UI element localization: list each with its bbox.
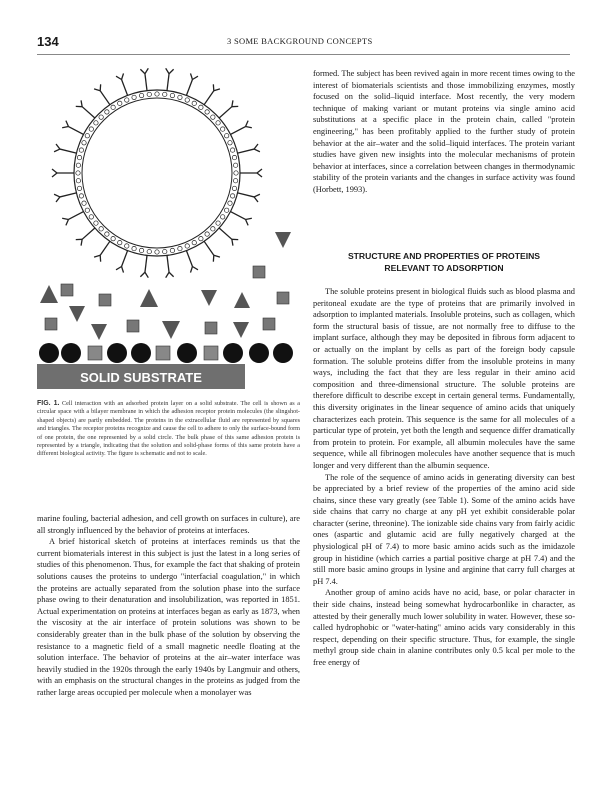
caption-text: Cell interaction with an adsorbed protein layer on a solid substrate. The cell is shown as a circular space with a bilayer membrane in which the adhesion receptor protein molecules (the slingshot-shaped objects) are partly embedded. The proteins in the extracellular fluid are represented by squares and triangles. The receptor proteins recognize and cause the cell to adhere to only the surface-bound form of one protein, the one represented by a solid circle. The bulk phase of this same adhesion protein is represented by a triangle, indicating that the solution and solid-phase forms of this same protein have a different biological activity. The figure is schematic and not to scale.: [37, 400, 300, 458]
lipid-head: [228, 201, 232, 205]
protein-triangle: [69, 306, 85, 322]
lipid-head: [85, 134, 89, 138]
lipid-head: [76, 179, 80, 183]
protein-triangle: [275, 232, 291, 248]
bound-protein-square: [204, 346, 218, 360]
receptor-slingshot: [54, 193, 76, 202]
lipid-head: [105, 232, 109, 236]
lipid-head: [79, 194, 83, 198]
extracellular-proteins: [40, 232, 291, 340]
protein-square: [253, 266, 265, 278]
receptor-slingshot: [238, 193, 260, 202]
receptor-slingshot: [62, 121, 83, 135]
membrane-lipid-heads: [76, 92, 238, 254]
substrate-label: SOLID SUBSTRATE: [80, 370, 202, 385]
lipid-head: [211, 227, 215, 231]
lipid-head: [77, 186, 81, 190]
receptor-slingshot: [76, 228, 95, 246]
bound-protein-circle: [177, 343, 197, 363]
receptor-slingshot: [62, 212, 83, 226]
paragraph: Another group of amino acids have no acid, base, or polar character in their side chains, instead being somewhat hydrocarbonlike in character, as attested by their generally much lower solubility in water. However, these so-called hydrophobic or "water-hating" amino acids vary considerably in this respect, depending on their specific structure. Thus, for example, the single methyl group side chain in alanine contributes only 0.5 kcal per mole to the free energy of: [313, 588, 575, 667]
receptor-slingshot: [140, 68, 148, 90]
receptor-slingshot: [219, 228, 238, 246]
receptor-slingshot: [230, 121, 251, 135]
receptor-slingshot: [166, 255, 174, 277]
lipid-head: [230, 194, 234, 198]
paragraph: marine fouling, bacterial adhesion, and cell growth on surfaces in culture), are all strongly influenced by the behavior of proteins at interfaces.: [37, 514, 300, 535]
paragraph: The soluble proteins present in biological fluids such as blood plasma and peritoneal exudate are the type of proteins that are primarily involved in adsorption to implanted materials. Insoluble proteins, such as collagen, which form the structural basis of tissue, are not normally free to diffuse to the implant surface, although they may be deposited in fibrous form adjacent to or actually on the implant by cells as part of the foreign body capsule formation. The soluble proteins differ from the insoluble proteins in many ways, including the fact that they are less regular in their amino acid composition and three-dimensional structure. The soluble proteins are therefore difficult to describe except in certain general terms. Fundamentally, this diversity originates in the linear sequence of amino acids that uniquely characterizes each protein. This sequence is the same for all molecules of a particular type of protein, yet both the length and sequence differ dramatically from protein to protein. For example, all albumin molecules have the same sequence, while all fibrinogen molecules have another sequence that is much longer and very different than the albumin sequence.: [313, 287, 575, 470]
lipid-head: [192, 240, 196, 244]
right-column-top: [313, 68, 575, 196]
figure-illustration: [37, 68, 300, 393]
bound-protein-square: [88, 346, 102, 360]
lipid-head: [230, 148, 234, 152]
section-heading: [313, 250, 575, 274]
protein-triangle: [234, 292, 250, 308]
protein-triangle: [201, 290, 217, 306]
lipid-head: [220, 215, 224, 219]
receptor-slingshot: [204, 84, 220, 104]
receptor-slingshot: [94, 241, 110, 261]
protein-triangle: [162, 321, 180, 339]
lipid-head: [199, 105, 203, 109]
paragraph: formed. The subject has been revived again in more recent times owing to the interest of biomaterials scientists and those immobilizing enzymes, mostly focused on the solid–liquid interface. Most recently, the very modern technique of making variant or mutant proteins via single amino acid substitutions at a specific place in the protein chain, called "protein engineering," has been profitably applied to the further study of protein behavior at the air–water and the solid–liquid interfaces. The protein variant studies have given new insights into the molecular mechanisms of protein behavior at interfaces, since a correlation between changes in thermodynamic stability of the protein variants and the changes in surface activity was found (Horbett, 1993).: [313, 69, 575, 194]
figure-label: FIG. 1.: [37, 400, 60, 407]
lipid-head: [224, 134, 228, 138]
receptor-slingshot: [140, 255, 148, 277]
lipid-head: [139, 93, 143, 97]
lipid-head: [99, 115, 103, 119]
lipid-head: [76, 163, 80, 167]
lipid-head: [155, 250, 159, 254]
receptor-slingshot: [94, 84, 110, 104]
lipid-head: [185, 98, 189, 102]
lipid-head: [132, 95, 136, 99]
lipid-head: [178, 95, 182, 99]
lipid-head: [94, 221, 98, 225]
lipid-head: [147, 249, 151, 253]
lipid-head: [170, 248, 174, 252]
lipid-head: [111, 105, 115, 109]
lipid-head: [111, 236, 115, 240]
protein-square: [205, 322, 217, 334]
protein-triangle: [233, 322, 249, 338]
lipid-head: [233, 163, 237, 167]
protein-square: [61, 284, 73, 296]
lipid-head: [233, 179, 237, 183]
lipid-head: [163, 249, 167, 253]
figure-caption: [37, 400, 300, 459]
lipid-head: [147, 92, 151, 96]
right-column-body: [313, 286, 575, 669]
page-number: 134: [37, 34, 59, 49]
protein-square: [99, 294, 111, 306]
protein-square: [263, 318, 275, 330]
lipid-head: [125, 244, 129, 248]
lipid-head: [234, 171, 238, 175]
lipid-head: [132, 246, 136, 250]
lipid-head: [118, 240, 122, 244]
lipid-head: [89, 127, 93, 131]
lipid-head: [232, 186, 236, 190]
lipid-head: [118, 101, 122, 105]
lipid-head: [220, 127, 224, 131]
page-header: [37, 34, 570, 55]
lipid-head: [205, 110, 209, 114]
bound-protein-circle: [249, 343, 269, 363]
protein-triangle: [40, 285, 58, 303]
receptor-slingshot: [238, 144, 260, 153]
lipid-head: [205, 232, 209, 236]
protein-square: [277, 292, 289, 304]
receptor-slingshot: [186, 73, 198, 95]
lipid-head: [228, 141, 232, 145]
surface-bound-proteins: [39, 343, 293, 363]
lipid-head: [125, 98, 129, 102]
paragraph: A brief historical sketch of proteins at interfaces reminds us that the current biomaterials interest in this subject is just the latest in a long series of studies of this phenomenon. Thus, for example the fact that shaking of protein solutions causes the proteins to undergo "interfacial coagulation," in which the proteins are actually separated from the solution phase into the surface phase owing to their denaturation and insolubilization, was reported in 1851. Actual experimentation on proteins at interfaces began as early as 1873, when the viscosity at the air interface of protein solutions was shown to be considerably greater than in the bulk phase of the solution by observing the resistance to a magnetic field of a small magnetic needle floating at the solution interface. The behavior of proteins at the air–water interface was heavily studied in the 1920s through the early 1940s by Langmuir and others, with an emphasis on the structural changes in the proteins as judged from the rather large areas occupied per molecule when a monolayer was: [37, 537, 300, 697]
receptor-slingshot: [116, 251, 128, 273]
lipid-head: [216, 121, 220, 125]
protein-triangle: [91, 324, 107, 340]
bound-protein-circle: [273, 343, 293, 363]
lipid-head: [82, 201, 86, 205]
heading-line: RELEVANT TO ADSORPTION: [384, 263, 504, 273]
bound-protein-circle: [107, 343, 127, 363]
lipid-head: [155, 92, 159, 96]
receptor-slingshot: [186, 251, 198, 273]
bound-protein-square: [156, 346, 170, 360]
lipid-head: [163, 92, 167, 96]
lipid-head: [216, 221, 220, 225]
heading-line: STRUCTURE AND PROPERTIES OF PROTEINS: [347, 251, 541, 261]
lipid-head: [82, 141, 86, 145]
lipid-head: [85, 208, 89, 212]
lipid-head: [185, 244, 189, 248]
lipid-head: [170, 93, 174, 97]
receptor-slingshot: [219, 100, 238, 118]
receptor-slingshot: [116, 73, 128, 95]
bound-protein-circle: [39, 343, 59, 363]
receptor-slingshot: [240, 169, 262, 177]
adhesion-receptors: [52, 68, 262, 277]
bound-protein-circle: [223, 343, 243, 363]
receptor-slingshot: [204, 241, 220, 261]
lipid-head: [232, 155, 236, 159]
lipid-head: [94, 121, 98, 125]
lipid-head: [199, 236, 203, 240]
lipid-head: [224, 208, 228, 212]
lipid-head: [178, 246, 182, 250]
lipid-head: [76, 171, 80, 175]
lipid-head: [89, 215, 93, 219]
bound-protein-circle: [131, 343, 151, 363]
receptor-slingshot: [54, 144, 76, 153]
protein-square: [45, 318, 57, 330]
protein-triangle: [140, 289, 158, 307]
lipid-head: [77, 155, 81, 159]
cell-membrane-outer: [74, 90, 240, 256]
receptor-slingshot: [52, 169, 74, 177]
receptor-slingshot: [166, 68, 174, 90]
figure-cell-adhesion: [37, 68, 300, 393]
lipid-head: [211, 115, 215, 119]
paragraph: The role of the sequence of amino acids in generating diversity can best be appreciated by a brief review of the properties of the amino acid side chains, since these vary greatly (see Table 1). Some of the amino acids have side chains that carry no charge at any pH yet exhibit considerable polar character (serine, threonine). The ionizable side chains vary from fairly acidic ones (aspartic and glutamic acid are fully negatively charged at the physiological pH of 7.4) to more basic amino acids such as the imidazole group in histidine (which carries a partial positive charge at pH 7.4) and the still more basic amino groups in lysine and arginine that carry full charges at pH 7.4.: [313, 472, 575, 586]
bound-protein-circle: [61, 343, 81, 363]
lipid-head: [192, 101, 196, 105]
lipid-head: [99, 227, 103, 231]
receptor-slingshot: [230, 212, 251, 226]
protein-square: [127, 320, 139, 332]
running-head: 3 SOME BACKGROUND CONCEPTS: [227, 36, 373, 46]
cell-membrane-inner: [82, 98, 232, 248]
lipid-head: [139, 248, 143, 252]
receptor-slingshot: [76, 100, 95, 118]
lipid-head: [105, 110, 109, 114]
left-column: [37, 513, 300, 699]
lipid-head: [79, 148, 83, 152]
